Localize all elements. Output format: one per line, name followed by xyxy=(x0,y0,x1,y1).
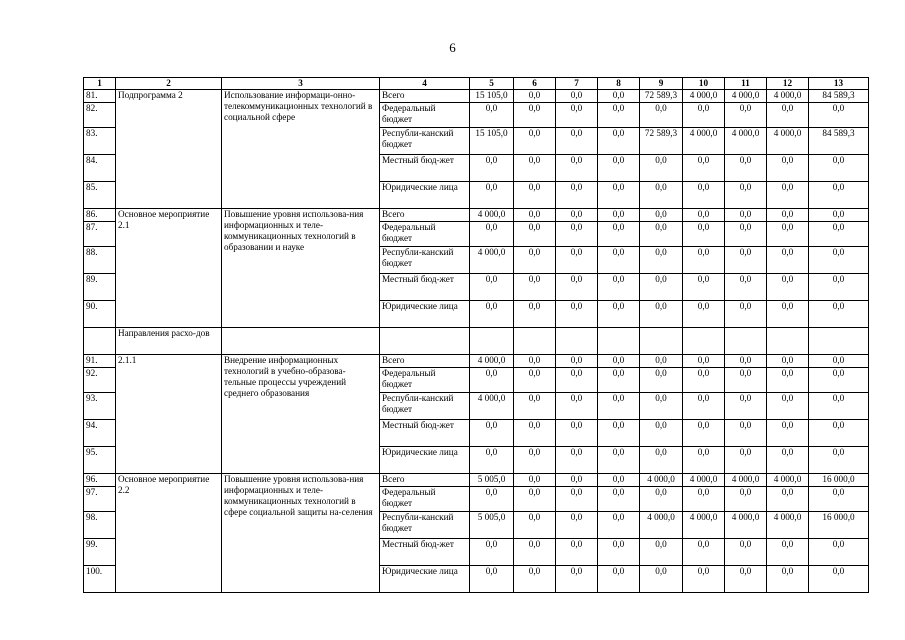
value-cell: 0,0 xyxy=(683,222,725,247)
value-cell: 0,0 xyxy=(640,393,683,420)
value-cell: 0,0 xyxy=(514,355,556,368)
column-header: 4 xyxy=(380,78,470,90)
funding-source: Республи-канский бюджет xyxy=(380,247,470,274)
value-cell: 0,0 xyxy=(514,393,556,420)
column-header: 9 xyxy=(640,78,683,90)
value-cell: 0,0 xyxy=(470,368,514,393)
row-number: 94. xyxy=(84,420,116,447)
value-cell: 0,0 xyxy=(514,301,556,328)
value-cell: 0,0 xyxy=(598,155,640,182)
value-cell: 0,0 xyxy=(725,393,767,420)
value-cell: 0,0 xyxy=(556,566,598,593)
value-cell: 0,0 xyxy=(514,512,556,539)
value-cell: 0,0 xyxy=(683,487,725,512)
value-cell: 0,0 xyxy=(725,355,767,368)
section-row xyxy=(84,328,869,355)
value-cell: 72 589,3 xyxy=(640,90,683,103)
value-cell: 0,0 xyxy=(767,247,809,274)
program-name: 2.1.1 xyxy=(116,355,222,474)
empty-cell xyxy=(380,328,470,355)
value-cell: 4 000,0 xyxy=(767,512,809,539)
value-cell: 0,0 xyxy=(556,301,598,328)
row-number xyxy=(84,328,116,355)
value-cell: 0,0 xyxy=(514,90,556,103)
value-cell: 0,0 xyxy=(470,447,514,474)
funding-source: Республи-канский бюджет xyxy=(380,393,470,420)
table-row xyxy=(84,90,869,103)
column-header: 2 xyxy=(116,78,222,90)
value-cell: 0,0 xyxy=(725,274,767,301)
funding-source: Юридические лица xyxy=(380,447,470,474)
value-cell: 0,0 xyxy=(683,393,725,420)
value-cell: 15 105,0 xyxy=(470,128,514,155)
value-cell: 0,0 xyxy=(767,355,809,368)
value-cell: 0,0 xyxy=(514,128,556,155)
value-cell: 0,0 xyxy=(470,420,514,447)
value-cell: 0,0 xyxy=(598,274,640,301)
value-cell: 0,0 xyxy=(514,474,556,487)
value-cell: 0,0 xyxy=(598,512,640,539)
value-cell: 0,0 xyxy=(556,474,598,487)
empty-cell xyxy=(767,328,809,355)
column-header: 3 xyxy=(222,78,380,90)
value-cell: 0,0 xyxy=(556,155,598,182)
funding-source: Местный бюд-жет xyxy=(380,155,470,182)
value-cell: 0,0 xyxy=(514,447,556,474)
funding-source: Местный бюд-жет xyxy=(380,420,470,447)
value-cell: 0,0 xyxy=(809,301,869,328)
value-cell: 0,0 xyxy=(640,420,683,447)
value-cell: 0,0 xyxy=(556,103,598,128)
value-cell: 0,0 xyxy=(640,182,683,209)
value-cell: 0,0 xyxy=(767,566,809,593)
value-cell: 0,0 xyxy=(470,222,514,247)
column-header: 7 xyxy=(556,78,598,90)
value-cell: 16 000,0 xyxy=(809,512,869,539)
empty-cell xyxy=(598,328,640,355)
value-cell: 0,0 xyxy=(470,182,514,209)
value-cell: 0,0 xyxy=(767,539,809,566)
value-cell: 0,0 xyxy=(767,447,809,474)
row-number: 97. xyxy=(84,487,116,512)
column-header: 13 xyxy=(809,78,869,90)
value-cell: 0,0 xyxy=(809,393,869,420)
value-cell: 0,0 xyxy=(598,128,640,155)
column-header: 1 xyxy=(84,78,116,90)
value-cell: 0,0 xyxy=(598,301,640,328)
funding-source: Местный бюд-жет xyxy=(380,274,470,301)
value-cell: 0,0 xyxy=(809,274,869,301)
value-cell: 0,0 xyxy=(725,487,767,512)
value-cell: 0,0 xyxy=(725,368,767,393)
value-cell: 0,0 xyxy=(514,222,556,247)
value-cell: 4 000,0 xyxy=(683,512,725,539)
value-cell: 4 000,0 xyxy=(725,128,767,155)
value-cell: 0,0 xyxy=(514,539,556,566)
row-number: 93. xyxy=(84,393,116,420)
funding-source: Юридические лица xyxy=(380,566,470,593)
value-cell: 0,0 xyxy=(809,487,869,512)
row-number: 90. xyxy=(84,301,116,328)
funding-source: Федеральный бюджет xyxy=(380,487,470,512)
value-cell: 0,0 xyxy=(470,539,514,566)
value-cell: 0,0 xyxy=(809,539,869,566)
value-cell: 0,0 xyxy=(767,487,809,512)
value-cell: 0,0 xyxy=(683,566,725,593)
value-cell: 0,0 xyxy=(598,90,640,103)
row-number: 81. xyxy=(84,90,116,103)
value-cell: 4 000,0 xyxy=(470,355,514,368)
value-cell: 0,0 xyxy=(725,247,767,274)
value-cell: 0,0 xyxy=(767,393,809,420)
value-cell: 0,0 xyxy=(683,539,725,566)
column-header: 6 xyxy=(514,78,556,90)
value-cell: 0,0 xyxy=(683,155,725,182)
value-cell: 0,0 xyxy=(556,355,598,368)
row-number: 84. xyxy=(84,155,116,182)
value-cell: 0,0 xyxy=(640,247,683,274)
value-cell: 0,0 xyxy=(640,566,683,593)
funding-source: Федеральный бюджет xyxy=(380,103,470,128)
empty-cell xyxy=(222,328,380,355)
value-cell: 0,0 xyxy=(514,274,556,301)
funding-source: Местный бюд-жет xyxy=(380,539,470,566)
funding-source: Всего xyxy=(380,355,470,368)
value-cell: 0,0 xyxy=(514,420,556,447)
value-cell: 0,0 xyxy=(809,182,869,209)
empty-cell xyxy=(640,328,683,355)
value-cell: 0,0 xyxy=(725,566,767,593)
value-cell: 0,0 xyxy=(640,487,683,512)
value-cell: 0,0 xyxy=(725,155,767,182)
value-cell: 0,0 xyxy=(470,301,514,328)
value-cell: 4 000,0 xyxy=(725,474,767,487)
funding-source: Всего xyxy=(380,90,470,103)
value-cell: 0,0 xyxy=(683,209,725,222)
value-cell: 0,0 xyxy=(598,222,640,247)
value-cell: 0,0 xyxy=(556,487,598,512)
value-cell: 0,0 xyxy=(640,447,683,474)
value-cell: 0,0 xyxy=(767,420,809,447)
value-cell: 0,0 xyxy=(640,274,683,301)
row-number: 86. xyxy=(84,209,116,222)
program-description: Повышение уровня использова-ния информационных и теле-коммуникационных технологий в сфере социальной защиты на-селения xyxy=(222,474,380,593)
value-cell: 0,0 xyxy=(598,487,640,512)
value-cell: 4 000,0 xyxy=(767,474,809,487)
value-cell: 0,0 xyxy=(767,301,809,328)
value-cell: 0,0 xyxy=(640,209,683,222)
value-cell: 0,0 xyxy=(640,155,683,182)
value-cell: 0,0 xyxy=(598,393,640,420)
column-header: 11 xyxy=(725,78,767,90)
row-number: 88. xyxy=(84,247,116,274)
value-cell: 72 589,3 xyxy=(640,128,683,155)
empty-cell xyxy=(809,328,869,355)
value-cell: 0,0 xyxy=(767,368,809,393)
value-cell: 0,0 xyxy=(809,155,869,182)
value-cell: 0,0 xyxy=(767,222,809,247)
value-cell: 0,0 xyxy=(809,447,869,474)
value-cell: 0,0 xyxy=(640,103,683,128)
value-cell: 0,0 xyxy=(640,368,683,393)
row-number: 99. xyxy=(84,539,116,566)
value-cell: 0,0 xyxy=(556,274,598,301)
value-cell: 4 000,0 xyxy=(683,90,725,103)
value-cell: 0,0 xyxy=(809,355,869,368)
program-name: Основное мероприятие 2.2 xyxy=(116,474,222,593)
value-cell: 15 105,0 xyxy=(470,90,514,103)
row-number: 98. xyxy=(84,512,116,539)
value-cell: 5 005,0 xyxy=(470,474,514,487)
value-cell: 0,0 xyxy=(640,355,683,368)
value-cell: 0,0 xyxy=(725,222,767,247)
value-cell: 0,0 xyxy=(556,420,598,447)
value-cell: 84 589,3 xyxy=(809,128,869,155)
funding-source: Федеральный бюджет xyxy=(380,368,470,393)
value-cell: 0,0 xyxy=(809,368,869,393)
value-cell: 0,0 xyxy=(556,209,598,222)
value-cell: 0,0 xyxy=(598,182,640,209)
value-cell: 4 000,0 xyxy=(725,90,767,103)
value-cell: 0,0 xyxy=(809,209,869,222)
value-cell: 4 000,0 xyxy=(767,90,809,103)
row-number: 85. xyxy=(84,182,116,209)
value-cell: 0,0 xyxy=(809,420,869,447)
value-cell: 0,0 xyxy=(556,368,598,393)
value-cell: 4 000,0 xyxy=(470,209,514,222)
value-cell: 0,0 xyxy=(598,247,640,274)
value-cell: 0,0 xyxy=(556,128,598,155)
funding-source: Республи-канский бюджет xyxy=(380,512,470,539)
funding-source: Всего xyxy=(380,474,470,487)
value-cell: 0,0 xyxy=(598,566,640,593)
value-cell: 0,0 xyxy=(809,103,869,128)
value-cell: 0,0 xyxy=(598,539,640,566)
program-description: Использование информаци-онно-телекоммуникационных технологий в социальной сфере xyxy=(222,90,380,209)
empty-cell xyxy=(683,328,725,355)
value-cell: 84 589,3 xyxy=(809,90,869,103)
value-cell: 0,0 xyxy=(598,420,640,447)
value-cell: 0,0 xyxy=(470,155,514,182)
value-cell: 4 000,0 xyxy=(767,128,809,155)
value-cell: 0,0 xyxy=(767,274,809,301)
value-cell: 0,0 xyxy=(556,222,598,247)
empty-cell xyxy=(556,328,598,355)
value-cell: 0,0 xyxy=(470,274,514,301)
funding-source: Всего xyxy=(380,209,470,222)
program-name: Подпрограмма 2 xyxy=(116,90,222,209)
value-cell: 0,0 xyxy=(767,103,809,128)
funding-source: Юридические лица xyxy=(380,301,470,328)
value-cell: 16 000,0 xyxy=(809,474,869,487)
table-row xyxy=(84,474,869,487)
value-cell: 0,0 xyxy=(725,301,767,328)
header-row xyxy=(84,78,869,90)
table-row xyxy=(84,355,869,368)
value-cell: 0,0 xyxy=(640,222,683,247)
value-cell: 4 000,0 xyxy=(640,512,683,539)
funding-source: Юридические лица xyxy=(380,182,470,209)
value-cell: 0,0 xyxy=(809,222,869,247)
value-cell: 4 000,0 xyxy=(683,474,725,487)
column-header: 10 xyxy=(683,78,725,90)
value-cell: 0,0 xyxy=(683,182,725,209)
value-cell: 0,0 xyxy=(683,247,725,274)
value-cell: 0,0 xyxy=(725,539,767,566)
row-number: 100. xyxy=(84,566,116,593)
funding-source: Федеральный бюджет xyxy=(380,222,470,247)
value-cell: 0,0 xyxy=(556,90,598,103)
budget-table xyxy=(83,77,869,593)
value-cell: 0,0 xyxy=(514,487,556,512)
value-cell: 0,0 xyxy=(809,566,869,593)
value-cell: 0,0 xyxy=(598,209,640,222)
value-cell: 0,0 xyxy=(767,155,809,182)
row-number: 92. xyxy=(84,368,116,393)
value-cell: 4 000,0 xyxy=(640,474,683,487)
empty-cell xyxy=(725,328,767,355)
value-cell: 5 005,0 xyxy=(470,512,514,539)
row-number: 96. xyxy=(84,474,116,487)
value-cell: 0,0 xyxy=(556,247,598,274)
section-label: Направления расхо-дов xyxy=(116,328,222,355)
value-cell: 0,0 xyxy=(556,539,598,566)
value-cell: 0,0 xyxy=(725,103,767,128)
value-cell: 0,0 xyxy=(725,182,767,209)
value-cell: 0,0 xyxy=(683,301,725,328)
value-cell: 0,0 xyxy=(598,103,640,128)
page-number: 6 xyxy=(449,40,456,55)
value-cell: 0,0 xyxy=(556,447,598,474)
value-cell: 0,0 xyxy=(598,447,640,474)
value-cell: 0,0 xyxy=(556,182,598,209)
program-description: Повышение уровня использова-ния информационных и теле-коммуникационных технологий в образовании и науке xyxy=(222,209,380,328)
column-header: 8 xyxy=(598,78,640,90)
value-cell: 0,0 xyxy=(683,420,725,447)
value-cell: 4 000,0 xyxy=(725,512,767,539)
value-cell: 0,0 xyxy=(725,447,767,474)
value-cell: 0,0 xyxy=(514,103,556,128)
value-cell: 0,0 xyxy=(514,368,556,393)
value-cell: 0,0 xyxy=(683,274,725,301)
column-header: 12 xyxy=(767,78,809,90)
value-cell: 0,0 xyxy=(767,182,809,209)
empty-cell xyxy=(514,328,556,355)
row-number: 89. xyxy=(84,274,116,301)
value-cell: 0,0 xyxy=(514,247,556,274)
value-cell: 0,0 xyxy=(640,539,683,566)
value-cell: 0,0 xyxy=(725,420,767,447)
value-cell: 4 000,0 xyxy=(470,247,514,274)
value-cell: 0,0 xyxy=(683,355,725,368)
value-cell: 0,0 xyxy=(809,247,869,274)
value-cell: 4 000,0 xyxy=(470,393,514,420)
value-cell: 0,0 xyxy=(556,393,598,420)
table-row xyxy=(84,209,869,222)
row-number: 95. xyxy=(84,447,116,474)
program-name: Основное мероприятие 2.1 xyxy=(116,209,222,328)
value-cell: 0,0 xyxy=(470,487,514,512)
value-cell: 0,0 xyxy=(598,355,640,368)
value-cell: 0,0 xyxy=(470,103,514,128)
value-cell: 0,0 xyxy=(514,209,556,222)
value-cell: 0,0 xyxy=(683,447,725,474)
value-cell: 0,0 xyxy=(725,209,767,222)
value-cell: 0,0 xyxy=(598,368,640,393)
column-header: 5 xyxy=(470,78,514,90)
value-cell: 0,0 xyxy=(598,474,640,487)
value-cell: 0,0 xyxy=(683,368,725,393)
value-cell: 0,0 xyxy=(514,155,556,182)
row-number: 83. xyxy=(84,128,116,155)
funding-source: Республи-канский бюджет xyxy=(380,128,470,155)
value-cell: 0,0 xyxy=(556,512,598,539)
value-cell: 4 000,0 xyxy=(683,128,725,155)
program-description: Внедрение информационных технологий в учебно-образова-тельные процессы учреждений среднего образования xyxy=(222,355,380,474)
value-cell: 0,0 xyxy=(514,182,556,209)
row-number: 87. xyxy=(84,222,116,247)
value-cell: 0,0 xyxy=(470,566,514,593)
value-cell: 0,0 xyxy=(767,209,809,222)
value-cell: 0,0 xyxy=(683,103,725,128)
empty-cell xyxy=(470,328,514,355)
value-cell: 0,0 xyxy=(514,566,556,593)
row-number: 82. xyxy=(84,103,116,128)
value-cell: 0,0 xyxy=(640,301,683,328)
row-number: 91. xyxy=(84,355,116,368)
